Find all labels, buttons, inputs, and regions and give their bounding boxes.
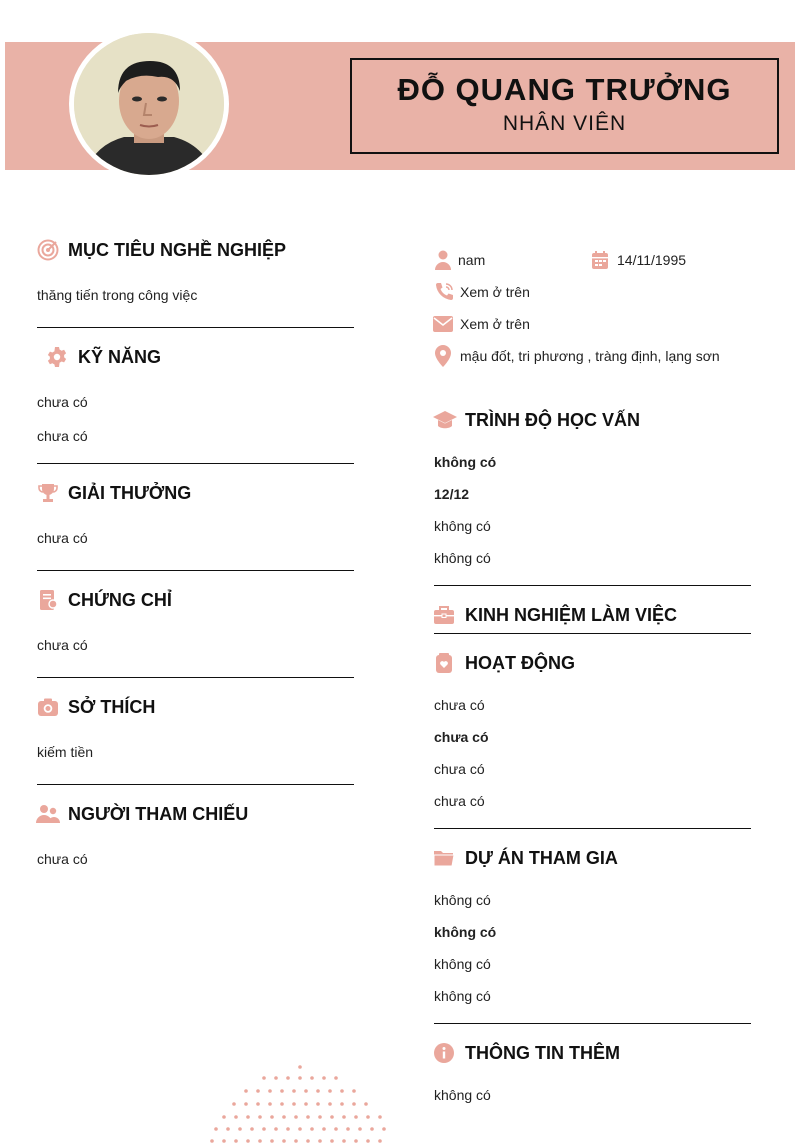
activities-line: chưa có xyxy=(434,761,485,777)
calendar-icon xyxy=(591,250,609,270)
hobbies-text: kiếm tiền xyxy=(37,744,94,760)
divider xyxy=(37,677,354,678)
gear-icon xyxy=(46,346,68,368)
additional-text: không có xyxy=(434,1087,491,1103)
divider xyxy=(434,585,751,586)
email-icon xyxy=(433,315,453,333)
divider xyxy=(37,463,354,464)
objective-title: MỤC TIÊU NGHỀ NGHIỆP xyxy=(68,240,287,260)
references-title: NGƯỜI THAM CHIẾU xyxy=(68,804,249,824)
projects-line: không có xyxy=(434,956,491,972)
activities-line: chưa có xyxy=(434,793,485,809)
divider xyxy=(434,633,751,634)
experience-title: KINH NGHIỆM LÀM VIỆC xyxy=(465,605,678,625)
divider xyxy=(37,570,354,571)
references-text: chưa có xyxy=(37,851,88,867)
projects-line: không có xyxy=(434,924,497,940)
education-line: không có xyxy=(434,518,491,534)
projects-line: không có xyxy=(434,892,491,908)
certificates-title: CHỨNG CHỈ xyxy=(68,590,172,610)
candidate-position: NHÂN VIÊN xyxy=(502,112,627,135)
folder-icon xyxy=(433,847,455,869)
gender-text: nam xyxy=(458,252,486,268)
certificates-text: chưa có xyxy=(37,637,88,653)
target-icon xyxy=(37,239,59,261)
skills-title: KỸ NĂNG xyxy=(78,347,162,367)
phone-icon xyxy=(434,282,454,302)
activities-title: HOẠT ĐỘNG xyxy=(465,653,575,673)
skills-item: chưa có xyxy=(37,394,88,410)
location-pin-icon xyxy=(435,345,451,367)
birthday-text: 14/11/1995 xyxy=(617,252,687,268)
name-box xyxy=(350,58,779,154)
divider xyxy=(434,1023,751,1024)
divider xyxy=(434,828,751,829)
graduation-cap-icon xyxy=(433,409,457,431)
certificate-icon xyxy=(37,589,59,611)
hobbies-title: SỞ THÍCH xyxy=(68,697,156,717)
objective-text: thăng tiến trong công việc xyxy=(37,287,198,303)
trophy-icon xyxy=(37,482,59,504)
phone-text: Xem ở trên xyxy=(460,284,530,300)
additional-title: THÔNG TIN THÊM xyxy=(465,1043,620,1063)
decorative-dots xyxy=(205,1062,395,1146)
projects-title: DỰ ÁN THAM GIA xyxy=(465,848,618,868)
projects-line: không có xyxy=(434,988,491,1004)
email-text: Xem ở trên xyxy=(460,316,530,332)
activity-icon xyxy=(434,652,454,674)
activities-line: chưa có xyxy=(434,697,485,713)
divider xyxy=(37,784,354,785)
briefcase-icon xyxy=(433,604,455,626)
address-text: mậu đốt, tri phương , tràng định, lạng sơn xyxy=(460,348,720,364)
awards-title: GIẢI THƯỞNG xyxy=(68,483,192,503)
person-icon xyxy=(434,249,452,271)
people-icon xyxy=(36,803,60,825)
info-icon xyxy=(433,1042,455,1064)
avatar xyxy=(69,28,229,180)
camera-icon xyxy=(37,696,59,718)
education-line: không có xyxy=(434,550,491,566)
education-title: TRÌNH ĐỘ HỌC VẤN xyxy=(465,410,640,430)
divider xyxy=(37,327,354,328)
candidate-name: ĐỖ QUANG TRƯỞNG xyxy=(397,72,732,107)
skills-item: chưa có xyxy=(37,428,88,444)
education-line: 12/12 xyxy=(434,486,470,502)
activities-line: chưa có xyxy=(434,729,489,745)
education-line: không có xyxy=(434,454,497,470)
awards-text: chưa có xyxy=(37,530,88,546)
